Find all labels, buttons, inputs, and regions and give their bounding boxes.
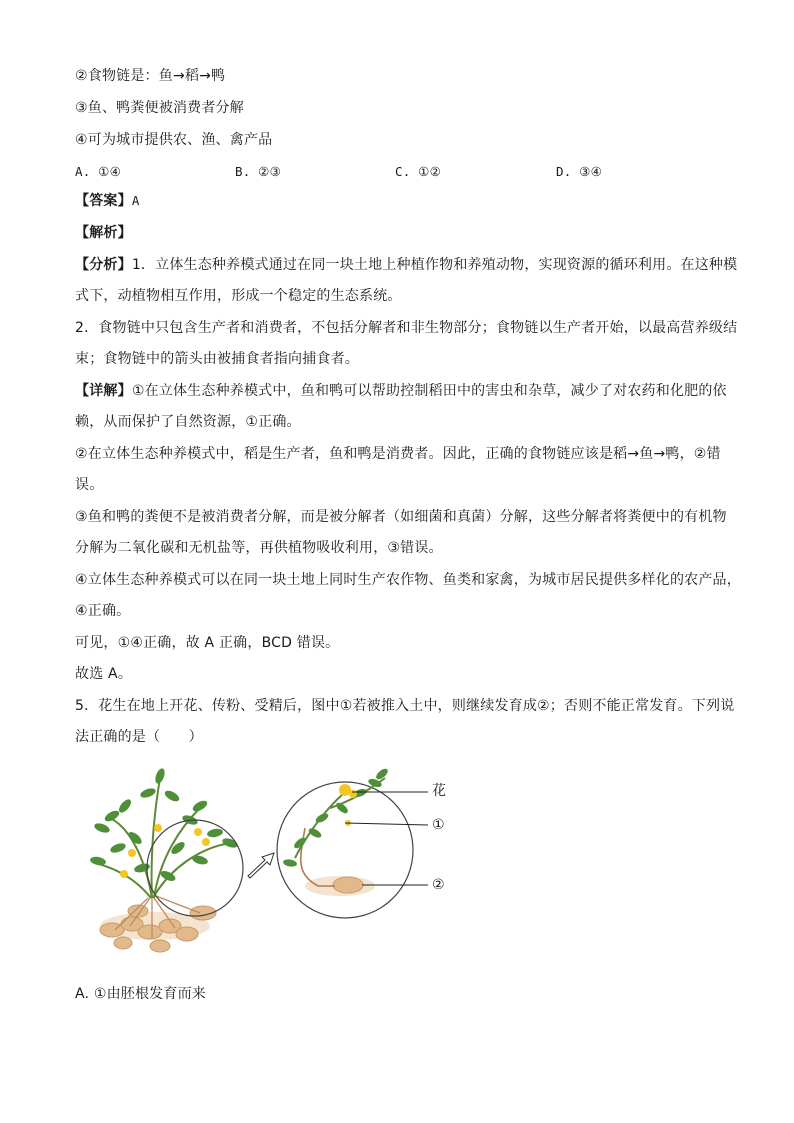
option-d: D. ③④	[556, 164, 602, 179]
question-5-line-1: 5．花生在地上开花、传粉、受精后，图中①若被推入土中，则继续发育成②；否则不能正常发育。下列说	[75, 698, 735, 714]
figure-label-2: ②	[432, 877, 445, 893]
analysis-line-3: 2．食物链中只包含生产者和消费者，不包括分解者和非生物部分；食物链以生产者开始，以最高营养级结	[75, 320, 738, 336]
options-row	[75, 162, 715, 182]
explain-tag: 【解析】	[75, 225, 132, 241]
analysis-tag: 【分析】	[75, 257, 132, 273]
detail-tag: 【详解】	[75, 383, 132, 399]
statement-3: ③鱼、鸭粪便被消费者分解	[75, 100, 244, 116]
analysis-line-1	[75, 255, 737, 275]
question-5-option-a: A. ①由胚根发育而来	[75, 986, 206, 1002]
option-a: A. ①④	[75, 164, 121, 179]
detail-line-2: 赖，从而保护了自然资源，①正确。	[75, 414, 301, 430]
answer-line	[75, 191, 140, 211]
figure-label-flower: 花	[432, 783, 446, 799]
question-5-line-2: 法正确的是（ ）	[75, 729, 203, 745]
zoom-arrow-icon	[248, 853, 274, 878]
option-b: B. ②③	[235, 164, 281, 179]
detail-line-5: ③鱼和鸭的粪便不是被消费者分解，而是被分解者（如细菌和真菌）分解，这些分解者将粪便中的有机物	[75, 509, 727, 525]
left-plant	[90, 767, 243, 952]
detail-line-7: ④立体生态种养模式可以在同一块土地上同时生产农作物、鱼类和家禽，为城市居民提供多样化的农产品，	[75, 572, 741, 588]
detail-line-10: 故选 A。	[75, 666, 133, 682]
zoomed-detail	[277, 767, 428, 918]
peanut-plant-illustration	[90, 748, 460, 963]
analysis-line-4: 束；食物链中的箭头由被捕食者指向捕食者。	[75, 351, 359, 367]
statement-4: ④可为城市提供农、渔、禽产品	[75, 132, 273, 148]
detail-line-3: ②在立体生态种养模式中，稻是生产者，鱼和鸭是消费者。因此，正确的食物链应该是稻→鱼→鸭，②错	[75, 446, 721, 462]
analysis-line-2: 式下，动植物相互作用，形成一个稳定的生态系统。	[75, 288, 402, 304]
figure-label-1: ①	[432, 817, 445, 833]
answer-value: A	[131, 193, 140, 208]
statement-2: ②食物链是：鱼→稻→鸭	[75, 68, 226, 84]
detail-line-1	[75, 381, 727, 401]
answer-tag: 【答案】	[75, 193, 132, 209]
detail-text-1: ①在立体生态种养模式中，鱼和鸭可以帮助控制稻田中的害虫和杂草，减少了对农药和化肥的依	[131, 383, 727, 399]
detail-line-4: 误。	[75, 477, 104, 493]
option-c: C. ①②	[395, 164, 441, 179]
peanut-plant-figure	[90, 748, 460, 963]
analysis-text-1: 1．立体生态种养模式通过在同一块土地上种植作物和养殖动物，实现资源的循环利用。在这种模	[131, 257, 738, 273]
detail-line-8: ④正确。	[75, 603, 131, 619]
detail-line-9: 可见，①④正确，故 A 正确，BCD 错误。	[75, 635, 340, 651]
detail-line-6: 分解为二氧化碳和无机盐等，再供植物吸收利用，③错误。	[75, 540, 443, 556]
